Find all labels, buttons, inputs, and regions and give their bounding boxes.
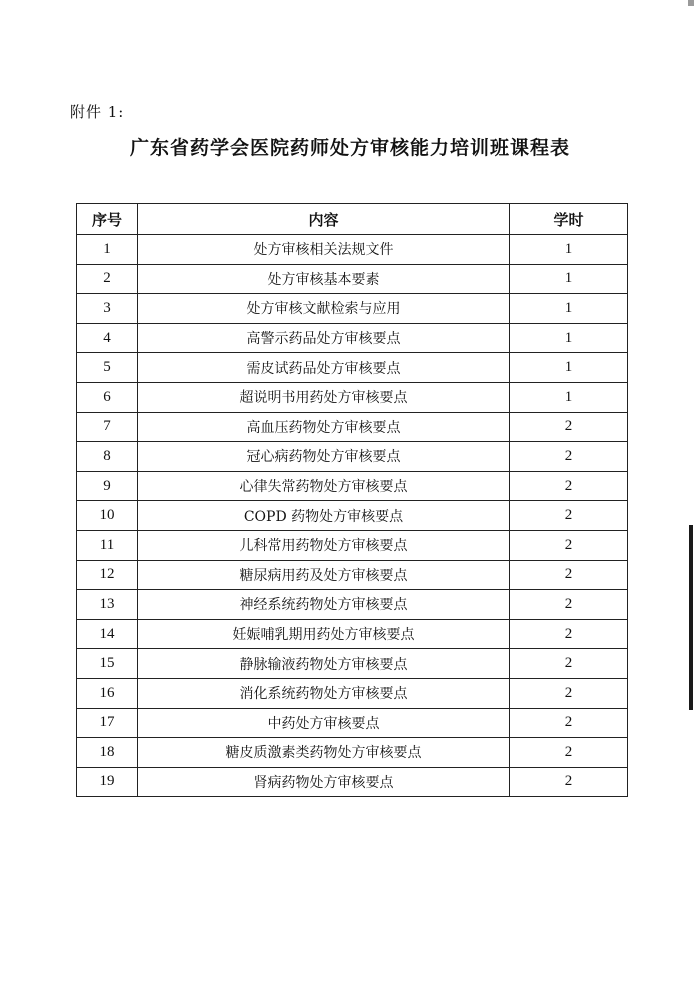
cell-content: 处方审核基本要素 [138,264,510,294]
cell-content: 高血压药物处方审核要点 [138,412,510,442]
cell-no: 2 [77,264,138,294]
cell-content: 冠心病药物处方审核要点 [138,442,510,472]
cell-no: 7 [77,412,138,442]
table-row [77,353,628,383]
cell-hours: 2 [510,471,628,501]
cell-content: 糖皮质激素类药物处方审核要点 [138,738,510,768]
table-row [77,323,628,353]
attachment-label: 附件 1: [70,103,125,121]
cell-content: 超说明书用药处方审核要点 [138,382,510,412]
table-row [77,649,628,679]
cell-content: 心律失常药物处方审核要点 [138,471,510,501]
cell-content: 儿科常用药物处方审核要点 [138,530,510,560]
document-title: 广东省药学会医院药师处方审核能力培训班课程表 [129,137,570,159]
cell-content: 糖尿病用药及处方审核要点 [138,560,510,590]
cell-hours: 2 [510,590,628,620]
cell-hours: 2 [510,649,628,679]
table-row [77,590,628,620]
cell-hours: 1 [510,323,628,353]
table-row [77,382,628,412]
table-body [77,235,628,797]
cell-hours: 2 [510,560,628,590]
table-row [77,412,628,442]
cell-hours: 2 [510,442,628,472]
cell-content: 消化系统药物处方审核要点 [138,678,510,708]
table-row [77,235,628,265]
cell-no: 16 [77,678,138,708]
cell-hours: 2 [510,412,628,442]
scan-corner-mark [688,0,694,6]
table-header-row [77,204,628,235]
header-no: 序号 [77,204,138,235]
header-hours: 学时 [510,204,628,235]
cell-no: 10 [77,501,138,531]
cell-no: 18 [77,738,138,768]
table-row [77,264,628,294]
cell-hours: 1 [510,294,628,324]
cell-no: 5 [77,353,138,383]
cell-no: 6 [77,382,138,412]
cell-no: 15 [77,649,138,679]
table-row [77,678,628,708]
cell-content: 高警示药品处方审核要点 [138,323,510,353]
cell-content: COPD 药物处方审核要点 [138,501,510,531]
scan-edge-mark [689,525,693,710]
cell-no: 9 [77,471,138,501]
table-row [77,501,628,531]
cell-hours: 2 [510,708,628,738]
cell-no: 1 [77,235,138,265]
cell-content: 妊娠哺乳期用药处方审核要点 [138,619,510,649]
cell-no: 14 [77,619,138,649]
cell-content: 肾病药物处方审核要点 [138,767,510,797]
cell-hours: 2 [510,767,628,797]
cell-hours: 2 [510,678,628,708]
table-row [77,767,628,797]
cell-hours: 1 [510,382,628,412]
table-row [77,560,628,590]
table-row [77,619,628,649]
cell-content: 静脉输液药物处方审核要点 [138,649,510,679]
cell-content: 神经系统药物处方审核要点 [138,590,510,620]
cell-no: 19 [77,767,138,797]
cell-no: 12 [77,560,138,590]
cell-no: 17 [77,708,138,738]
cell-no: 4 [77,323,138,353]
cell-hours: 2 [510,619,628,649]
header-content: 内容 [138,204,510,235]
course-schedule-table [76,203,628,797]
cell-no: 13 [77,590,138,620]
table-row [77,294,628,324]
cell-no: 11 [77,530,138,560]
cell-no: 8 [77,442,138,472]
cell-content: 处方审核相关法规文件 [138,235,510,265]
cell-content: 中药处方审核要点 [138,708,510,738]
table-row [77,530,628,560]
table-row [77,442,628,472]
cell-hours: 1 [510,264,628,294]
table-row [77,471,628,501]
cell-hours: 2 [510,738,628,768]
cell-hours: 1 [510,353,628,383]
cell-content: 需皮试药品处方审核要点 [138,353,510,383]
table-row [77,708,628,738]
cell-hours: 2 [510,530,628,560]
table-row [77,738,628,768]
cell-no: 3 [77,294,138,324]
cell-content: 处方审核文献检索与应用 [138,294,510,324]
cell-hours: 2 [510,501,628,531]
cell-hours: 1 [510,235,628,265]
